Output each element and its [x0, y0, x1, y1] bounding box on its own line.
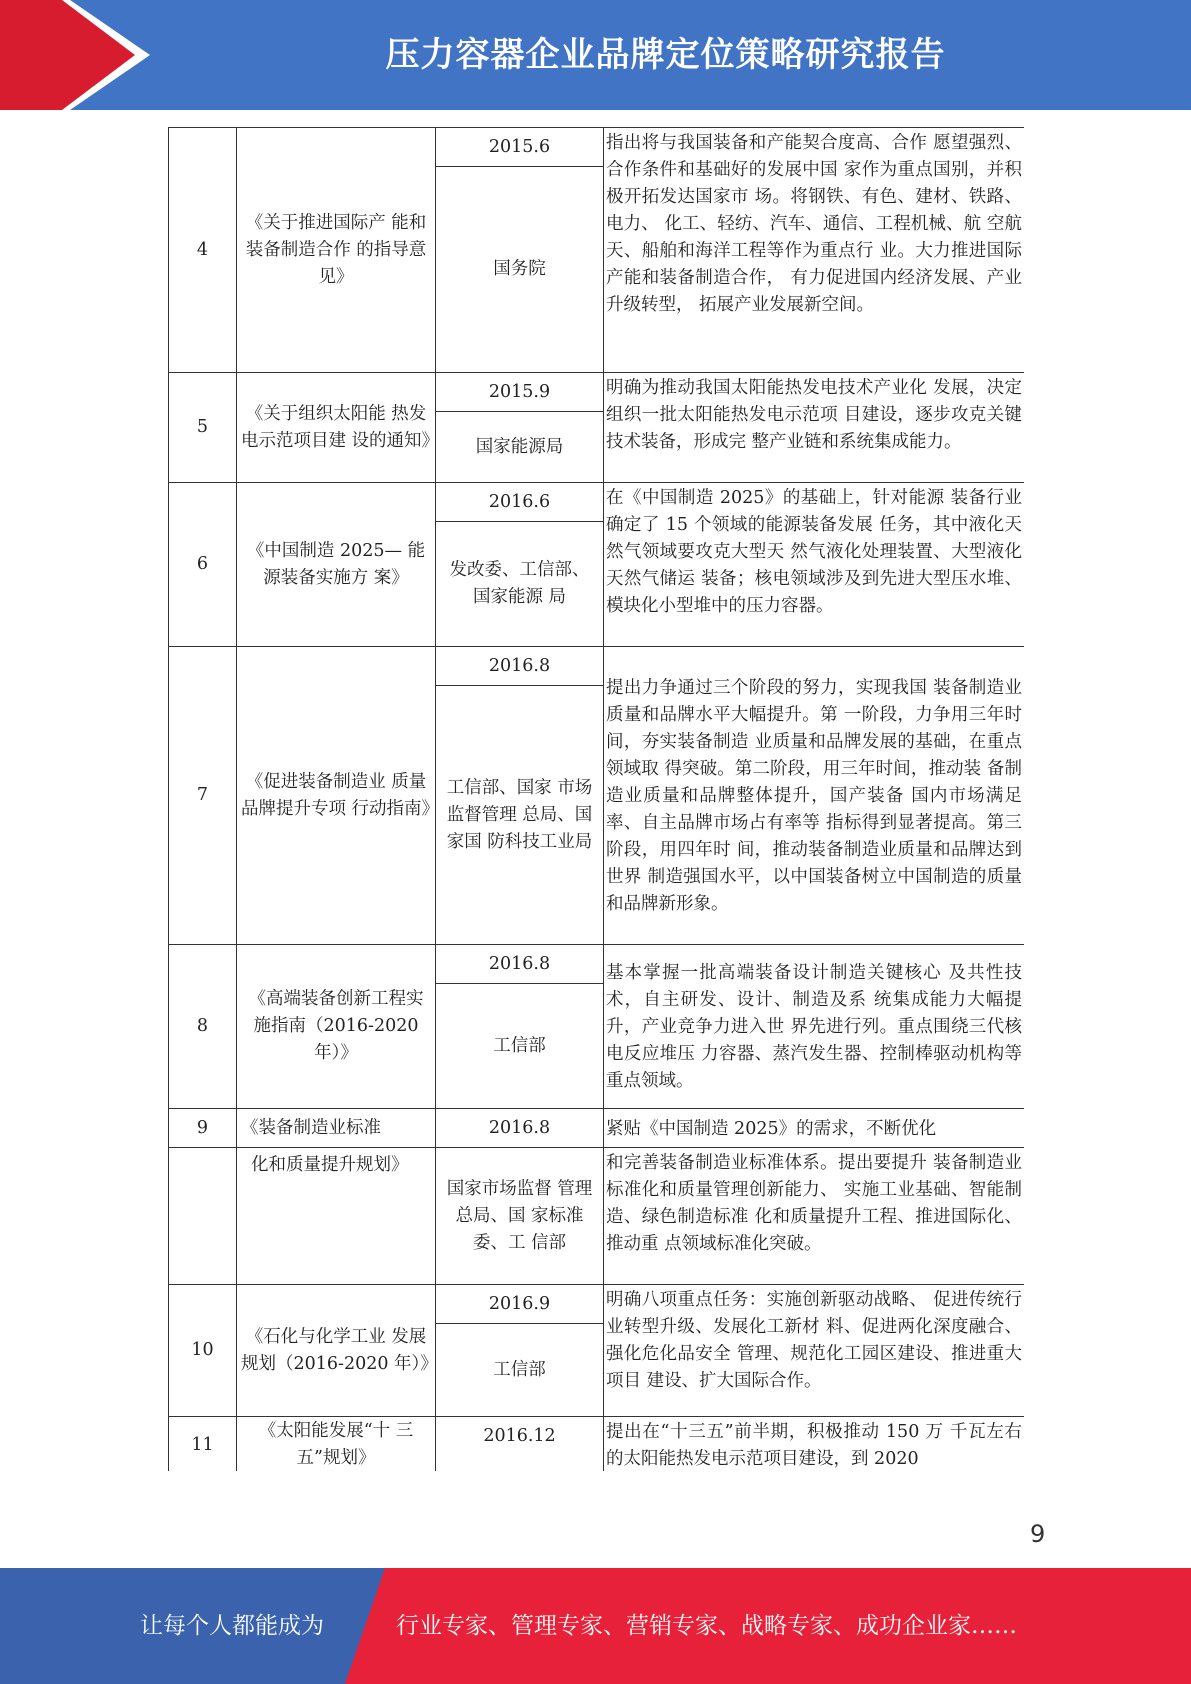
policy-name: 《关于推进国际产 能和装备制造合作 的指导意见》 [237, 128, 436, 373]
policy-description: 明确为推动我国太阳能热发电技术产业化 发展，决定组织一批太阳能热发电示范项 目建设，逐步攻克关键技术装备，形成完 整产业链和系统集成能力。 [604, 373, 1025, 483]
policy-date: 2016.6 [436, 483, 604, 522]
row-number: 6 [169, 483, 237, 647]
policy-name: 《石化与化学工业 发展规划（2016-2020 年）》 [237, 1285, 436, 1417]
policy-date: 2016.12 [436, 1417, 604, 1472]
issuing-department: 工信部、国家 市场监督管理 总局、国家国 防科技工业局 [436, 686, 604, 945]
page-header [0, 0, 1191, 110]
policy-description: 提出力争通过三个阶段的努力，实现我国 装备制造业质量和品牌水平大幅提升。第 一阶段，力争用三年时间，夯实装备制造 业质量和品牌发展的基础，在重点领域取 得突破。第二阶段，用三年时间，推动装 备制造业质量和品牌整体提升，国产装备 国内市场满足率、自主品牌市场占有率等 指标得到显著提高。第三阶段，用四年时 间，推动装备制造业质量和品牌达到世界 制造强国水平，以中国装备树立中国制造的质量和品牌新形象。 [604, 647, 1025, 945]
policy-date: 2016.9 [436, 1285, 604, 1324]
footer-slogan-right: 行业专家、管理专家、营销专家、战略专家、成功企业家…… [396, 1613, 1017, 1639]
policy-date: 2015.9 [436, 373, 604, 412]
policy-description: 基本掌握一批高端装备设计制造关键核心 及共性技术，自主研发、设计、制造及系 统集成能力大幅提升，产业竞争力进入世 界先进行列。重点围绕三代核电反应堆压 力容器、蒸汽发生器、控制棒驱动机构等 重点领域。 [604, 945, 1025, 1109]
issuing-department: 工信部 [436, 1324, 604, 1417]
row-number [169, 1148, 237, 1285]
policy-description: 和完善装备制造业标准体系。提出要提升 装备制造业标准化和质量管理创新能力、 实施工业基础、智能制造、绿色制造标准 化和质量提升工程、推进国际化、推动重 点领域标准化突破。 [604, 1148, 1025, 1285]
table-row [169, 1285, 1025, 1324]
policy-name: 化和质量提升规划》 [237, 1148, 436, 1285]
policy-description: 紧贴《中国制造 2025》的需求，不断优化 [604, 1109, 1025, 1148]
issuing-department: 发改委、工信部、国家能源 局 [436, 522, 604, 647]
table-row [169, 1148, 1025, 1285]
policy-table [168, 127, 1024, 1471]
policy-name: 《中国制造 2025— 能源装备实施方 案》 [237, 483, 436, 647]
policy-description: 指出将与我国装备和产能契合度高、合作 愿望强烈、合作条件和基础好的发展中国 家作为重点国别，并积极开拓发达国家市 场。将钢铁、有色、建材、铁路、电力、 化工、轻纺、汽车、通信、工程机械、航 空航天、船舶和海洋工程等作为重点行 业。大力推进国际产能和装备制造合作， 有力促进国内经济发展、产业升级转型， 拓展产业发展新空间。 [604, 128, 1025, 373]
footer-slogan-left: 让每个人都能成为 [140, 1613, 324, 1639]
policy-name: 《装备制造业标准 [237, 1109, 436, 1148]
policy-table-container [168, 127, 1024, 1471]
table-row [169, 1109, 1025, 1148]
table-row [169, 483, 1025, 522]
page-number: 9 [1030, 1520, 1046, 1548]
table-row [169, 647, 1025, 686]
report-title: 压力容器企业品牌定位策略研究报告 [385, 35, 946, 75]
page-footer [0, 1568, 1191, 1684]
policy-name: 《促进装备制造业 质量品牌提升专项 行动指南》 [237, 647, 436, 945]
row-number: 7 [169, 647, 237, 945]
issuing-department: 国家市场监督 管理总局、国 家标准委、工 信部 [436, 1148, 604, 1285]
row-number: 9 [169, 1109, 237, 1148]
row-number: 4 [169, 128, 237, 373]
issuing-department: 国务院 [436, 167, 604, 373]
policy-date: 2015.6 [436, 128, 604, 167]
row-number: 10 [169, 1285, 237, 1417]
policy-name: 《关于组织太阳能 热发电示范项目建 设的通知》 [237, 373, 436, 483]
policy-description: 在《中国制造 2025》的基础上，针对能源 装备行业确定了 15 个领域的能源装备发展 任务，其中液化天然气领域要攻克大型天 然气液化处理装置、大型液化天然气储运 装备；核电领域涉及到先进大型压水堆、 模块化小型堆中的压力容器。 [604, 483, 1025, 647]
policy-date: 2016.8 [436, 945, 604, 984]
issuing-department: 国家能源局 [436, 412, 604, 483]
policy-description: 明确八项重点任务：实施创新驱动战略、 促进传统行业转型升级、发展化工新材 料、促进两化深度融合、强化危化品安全 管理、规范化工园区建设、推进重大项目 建设、扩大国际合作。 [604, 1285, 1025, 1417]
policy-date: 2016.8 [436, 1109, 604, 1148]
table-row [169, 373, 1025, 412]
issuing-department: 工信部 [436, 984, 604, 1109]
table-row [169, 128, 1025, 167]
header-arrow-decoration [0, 0, 150, 110]
policy-description: 提出在“十三五”前半期，积极推动 150 万 千瓦左右的太阳能热发电示范项目建设，到 2020 [604, 1417, 1025, 1472]
policy-date: 2016.8 [436, 647, 604, 686]
row-number: 8 [169, 945, 237, 1109]
table-row [169, 945, 1025, 984]
policy-name: 《高端装备创新工程实施指南（2016-2020 年）》 [237, 945, 436, 1109]
row-number: 11 [169, 1417, 237, 1472]
table-row [169, 1417, 1025, 1472]
policy-name: 《太阳能发展“十 三五”规划》 [237, 1417, 436, 1472]
row-number: 5 [169, 373, 237, 483]
